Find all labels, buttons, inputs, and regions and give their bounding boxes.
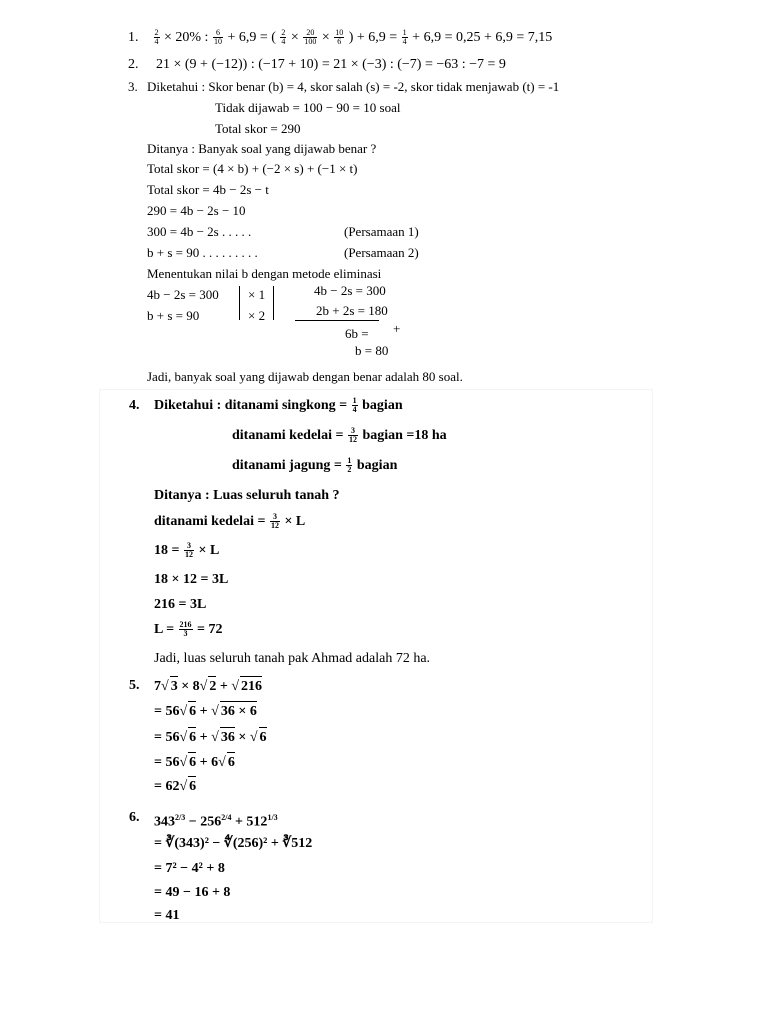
- q3-equation-2: b + s = 90 . . . . . . . . .: [147, 245, 258, 260]
- q1-number: 1.: [128, 30, 139, 45]
- q1-frac-e: $\frac{10}{6}$: [335, 28, 344, 47]
- q4-number: 4.: [129, 398, 140, 413]
- q6-line-2: = ∛(343)² − ∜(256)² + ∛512: [154, 836, 313, 851]
- q5-line-1: 7√ 3 × 8√ 2 + √ 216: [154, 676, 262, 697]
- q1-frac-f: $\frac{1}{4}$: [402, 28, 407, 47]
- q5-line-4: = 56√ 6 + 6√ 6: [154, 752, 235, 773]
- q4-step-2: 18 = $\frac{3}{12}$ × L: [154, 541, 220, 560]
- q5-line-5: = 62√ 6: [154, 776, 196, 797]
- q4-step-3: 18 × 12 = 3L: [154, 572, 229, 587]
- q3-sum-line: [295, 320, 379, 321]
- q4-line-1: Diketahui : ditanami singkong = $\frac{1}{4}$ bagian: [154, 396, 403, 415]
- q4-question: Ditanya : Luas seluruh tanah ?: [154, 488, 340, 503]
- q3-equation-1: 300 = 4b − 2s . . . . .: [147, 224, 252, 239]
- q5-number: 5.: [129, 678, 140, 693]
- q2-number: 2.: [128, 57, 139, 72]
- q3-conclusion: Jadi, banyak soal yang dijawab dengan benar adalah 80 soal.: [147, 369, 463, 384]
- q4-frac-soybean: $\frac{3}{12}$: [348, 426, 357, 445]
- q4-step-4: 216 = 3L: [154, 597, 207, 612]
- q4-frac-cassava: $\frac{1}{4}$: [352, 396, 357, 415]
- q6-line-5: = 41: [154, 908, 180, 923]
- q3-elim-eq1: 4b − 2s = 300: [147, 287, 219, 302]
- q6-line-1: $343^{2/3} - 256^{2/4} + 512^{1/3}$: [154, 813, 278, 830]
- q4-step-1: ditanami kedelai = $\frac{3}{12}$ × L: [154, 512, 306, 531]
- q1-frac-d: $\frac{20}{100}$: [304, 28, 317, 47]
- q2-line: [128, 56, 506, 73]
- q2-text: 21 × (9 + (−12)) : (−17 + 10) = 21 × (−3) : (−7) = −63 : −7 = 9: [156, 57, 506, 72]
- q3-elimination-heading: Menentukan nilai b dengan metode eliminasi: [147, 266, 382, 281]
- q4-conclusion: Jadi, luas seluruh tanah pak Ahmad adalah 72 ha.: [154, 651, 431, 666]
- q3-equation-1-label: (Persamaan 1): [344, 224, 419, 239]
- q1-frac-c: $\frac{2}{4}$: [281, 28, 286, 47]
- q1-line: 1. $\frac{2}{4}$ × 20% : $\frac{6}{10}$ + 6,9 = ( $\frac{2}{4}$ × $\frac{20}{100}$ × $\frac{10}{6}$ ) + 6,9 = $\frac{1}{4}$ + 6,9 = 0,25 + 6,9 = 7,15: [128, 28, 553, 47]
- q3-unanswered: Tidak dijawab = 100 − 90 = 10 soal: [215, 100, 401, 115]
- q3-mult-1: × 1: [248, 287, 266, 302]
- q3-total-score: Total skor = 290: [215, 121, 301, 136]
- q3-result-4: b = 80: [355, 343, 389, 358]
- q1-frac-a: $\frac{2}{4}$: [154, 28, 159, 47]
- q6-line-3: = 7² − 4² + 8: [154, 861, 225, 876]
- q3-mult-2: × 2: [248, 308, 266, 323]
- q4-step-5: L = $\frac{216}{3}$ = 72: [154, 620, 223, 639]
- q3-formula-2: Total skor = 4b − 2s − t: [147, 182, 269, 197]
- q3-elim-eq2: b + s = 90: [147, 308, 200, 323]
- q6-line-4: = 49 − 16 + 8: [154, 885, 231, 900]
- q3-number: 3.: [128, 79, 138, 94]
- q3-divider-right: [273, 286, 274, 320]
- q3-result-3: 6b =: [345, 326, 369, 341]
- q3-formula-3: 290 = 4b − 2s − 10: [147, 203, 246, 218]
- q5-line-2: = 56√ 6 + √ 36 × 6: [154, 701, 257, 722]
- q3-equation-2-label: (Persamaan 2): [344, 245, 419, 260]
- q3-known: Diketahui : Skor benar (b) = 4, skor salah (s) = -2, skor tidak menjawab (t) = -1: [147, 79, 560, 94]
- q6-number: 6.: [129, 810, 140, 825]
- q3-question: Ditanya : Banyak soal yang dijawab benar ?: [147, 141, 377, 156]
- q4-line-2: ditanami kedelai = $\frac{3}{12}$ bagian =18 ha: [232, 426, 447, 445]
- q3-formula-1: Total skor = (4 × b) + (−2 × s) + (−1 × t): [147, 161, 358, 176]
- q4-line-3: ditanami jagung = $\frac{1}{2}$ bagian: [232, 456, 398, 475]
- q3-result-1: 4b − 2s = 300: [314, 283, 386, 298]
- q4-frac-corn: $\frac{1}{2}$: [347, 456, 352, 475]
- q1-frac-b: $\frac{6}{10}$: [213, 28, 222, 47]
- q5-line-3: = 56√ 6 + √ 36 × √ 6: [154, 727, 267, 748]
- q3-result-2: 2b + 2s = 180: [316, 303, 388, 318]
- q3-plus-sign: +: [393, 321, 401, 336]
- q3-divider-left: [239, 286, 240, 320]
